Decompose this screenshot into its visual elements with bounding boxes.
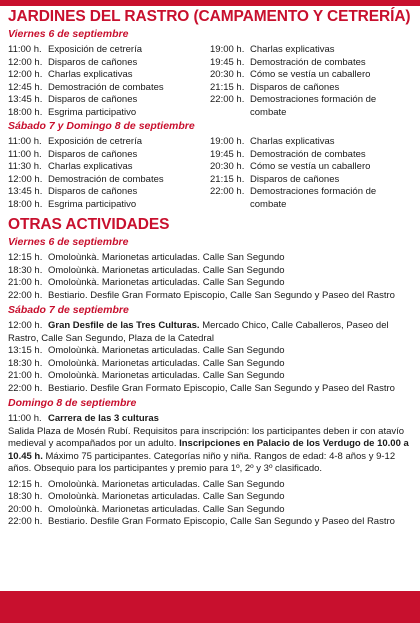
event-description: Demostración de combates: [250, 148, 366, 160]
carrera-details: [8, 426, 412, 476]
schedule-item: [210, 57, 412, 70]
desfile-title: Gran Desfile de las Tres Culturas.: [48, 320, 200, 331]
list-item: [8, 504, 412, 517]
schedule-item: [8, 57, 210, 70]
program-content: [8, 7, 412, 529]
schedule-column-left: [8, 136, 210, 211]
event-time: 12:45 h.: [8, 81, 43, 93]
schedule-item: [8, 136, 210, 149]
carrera-title: Carrera de las 3 culturas: [48, 413, 159, 424]
event-description: Bestiario. Desfile Gran Formato Episcopio, Calle San Segundo y Paseo del Rastro: [48, 382, 395, 394]
schedule-item: [8, 69, 210, 82]
event-time: 19:45 h.: [210, 148, 245, 160]
event-description: Omoloùnkà. Marionetas articuladas. Calle San Segundo: [48, 370, 285, 381]
event-time: 18:00 h.: [8, 198, 43, 210]
schedule-item: [8, 199, 210, 212]
schedule-column-right: [210, 44, 412, 119]
schedule-item: [210, 161, 412, 174]
day-heading-sabado-domingo-jardines: Sábado 7 y Domingo 8 de septiembre: [8, 120, 195, 132]
list-item: [8, 265, 412, 278]
event-description: Disparos de cañones: [48, 186, 138, 197]
schedule-item: [210, 149, 412, 162]
event-time: 12:15 h.: [8, 252, 43, 263]
event-description: Disparos de cañones: [48, 148, 138, 160]
event-description: Charlas explicativas: [48, 161, 133, 172]
schedule-item: [8, 107, 210, 120]
event-description: Exposición de cetrería: [48, 44, 142, 55]
event-description: Omoloùnkà. Marionetas articuladas. Calle San Segundo: [48, 491, 285, 502]
event-description: Demostraciones formación de combate: [250, 186, 377, 210]
event-time: 12:15 h.: [8, 478, 43, 490]
day-heading-domingo-otras: Domingo 8 de septiembre: [8, 397, 137, 409]
carrera-requirements: Salida Plaza de Mosén Rubí. Requisitos para inscripción: los participantes deben ir con atavío medieval y acompañados por un adulto.: [8, 425, 405, 449]
schedule-item: [8, 44, 210, 57]
event-time: 11:00 h.: [8, 136, 42, 147]
event-description: Omoloùnkà. Marionetas articuladas. Calle San Segundo: [48, 277, 285, 288]
event-time: 11:00 h.: [8, 413, 42, 424]
event-time: 22:00 h.: [8, 289, 43, 301]
list-item: [8, 383, 412, 396]
event-time: 19:00 h.: [210, 44, 245, 55]
event-description: Charlas explicativas: [250, 136, 335, 147]
schedule-item: [8, 161, 210, 174]
section-title-jardines: JARDINES DEL RASTRO (CAMPAMENTO Y CETRERÍA): [8, 8, 411, 25]
event-time: 22:00 h.: [210, 186, 245, 197]
event-time: 11:00 h.: [8, 148, 42, 160]
event-description: Exposición de cetrería: [48, 136, 142, 147]
event-description: Omoloùnkà. Marionetas articuladas. Calle San Segundo: [48, 264, 285, 276]
event-description: Demostración de combates: [48, 173, 164, 185]
carrera-categories: Máximo 75 participantes. Categorías niño y niña. Rangos de edad: 4-8 años y 9-12 años. Obsequio para los participantes y premio para 1º, 2º y 3º clasificado.: [8, 450, 396, 474]
event-time: 20:30 h.: [210, 69, 245, 80]
list-item: [8, 252, 412, 265]
event-description: Cómo se vestía un caballero: [250, 161, 371, 172]
day-heading-sabado-otras: Sábado 7 de septiembre: [8, 304, 129, 316]
schedule-item: [210, 82, 412, 95]
event-time: 22:00 h.: [8, 382, 43, 394]
event-description: Disparos de cañones: [250, 173, 340, 185]
event-time: 18:00 h.: [8, 106, 43, 118]
schedule-item: [210, 69, 412, 82]
desfile-paragraph: [8, 320, 412, 345]
list-item: [8, 516, 412, 529]
event-description: Disparos de cañones: [48, 94, 138, 105]
event-time: 18:30 h.: [8, 357, 43, 369]
carrera-heading: [8, 413, 412, 426]
list-item: [8, 290, 412, 303]
event-time: 12:00 h.: [8, 320, 43, 331]
event-description: Disparos de cañones: [250, 81, 340, 93]
event-description: Demostraciones formación de combate: [250, 94, 377, 118]
schedule-column-right: [210, 136, 412, 211]
schedule-item: [210, 94, 412, 119]
schedule-item: [8, 174, 210, 187]
list-item: [8, 345, 412, 358]
event-time: 11:30 h.: [8, 161, 42, 172]
event-time: 21:00 h.: [8, 277, 43, 288]
event-description: Omoloùnkà. Marionetas articuladas. Calle San Segundo: [48, 345, 285, 356]
event-description: Bestiario. Desfile Gran Formato Episcopio, Calle San Segundo y Paseo del Rastro: [48, 516, 395, 527]
list-item: [8, 370, 412, 383]
event-description: Bestiario. Desfile Gran Formato Episcopio, Calle San Segundo y Paseo del Rastro: [48, 289, 395, 301]
event-description: Esgrima participativo: [48, 198, 137, 210]
schedule-item: [210, 136, 412, 149]
event-time: 21:15 h.: [210, 173, 245, 185]
top-accent-bar: [0, 0, 420, 6]
event-description: Charlas explicativas: [48, 69, 133, 80]
event-time: 13:45 h.: [8, 94, 43, 105]
event-time: 12:00 h.: [8, 69, 43, 80]
event-description: Esgrima participativo: [48, 106, 137, 118]
schedule-item: [8, 186, 210, 199]
list-item: [8, 358, 412, 371]
event-time: 11:00 h.: [8, 44, 42, 55]
schedule-item: [8, 149, 210, 162]
event-time: 22:00 h.: [210, 94, 245, 105]
list-item: [8, 491, 412, 504]
day-heading-viernes-jardines: Viernes 6 de septiembre: [8, 28, 129, 40]
schedule-item: [210, 174, 412, 187]
event-description: Demostración de combates: [250, 56, 366, 68]
event-description: Cómo se vestía un caballero: [250, 69, 371, 80]
event-description: Demostración de combates: [48, 81, 164, 93]
event-time: 18:30 h.: [8, 264, 43, 276]
event-description: Omoloùnkà. Marionetas articuladas. Calle San Segundo: [48, 357, 285, 369]
day-heading-viernes-otras: Viernes 6 de septiembre: [8, 236, 129, 248]
schedule-grid-viernes: [8, 44, 412, 119]
schedule-item: [210, 44, 412, 57]
event-description: Disparos de cañones: [48, 56, 138, 68]
desfile-route: Mercado Chico, Calle Caballeros, Paseo del Rastro, Calle San Segundo, Plaza de la Catedral: [8, 320, 389, 344]
event-time: 13:15 h.: [8, 345, 43, 356]
event-time: 13:45 h.: [8, 186, 43, 197]
bottom-accent-bar: [0, 591, 420, 623]
section-title-otras: OTRAS ACTIVIDADES: [8, 216, 170, 233]
event-description: Omoloùnkà. Marionetas articuladas. Calle San Segundo: [48, 478, 285, 490]
event-time: 20:00 h.: [8, 503, 43, 515]
event-time: 20:30 h.: [210, 161, 245, 172]
event-time: 12:00 h.: [8, 56, 43, 68]
event-time: 12:00 h.: [8, 173, 43, 185]
event-time: 19:45 h.: [210, 56, 245, 68]
schedule-grid-sabado-domingo: [8, 136, 412, 211]
event-description: Omoloùnkà. Marionetas articuladas. Calle San Segundo: [48, 252, 285, 263]
schedule-item: [210, 186, 412, 211]
event-description: Charlas explicativas: [250, 44, 335, 55]
event-time: 21:00 h.: [8, 370, 43, 381]
schedule-item: [8, 94, 210, 107]
event-time: 19:00 h.: [210, 136, 245, 147]
event-time: 18:30 h.: [8, 491, 43, 502]
schedule-column-left: [8, 44, 210, 119]
event-time: 21:15 h.: [210, 81, 245, 93]
event-description: Omoloùnkà. Marionetas articuladas. Calle San Segundo: [48, 503, 285, 515]
list-item: [8, 479, 412, 492]
event-time: 22:00 h.: [8, 516, 43, 527]
schedule-item: [8, 82, 210, 95]
list-item: [8, 277, 412, 290]
carrera-inscriptions: Inscripciones en Palacio de los Verdugo de 10.00 a 10.45 h.: [8, 438, 409, 462]
